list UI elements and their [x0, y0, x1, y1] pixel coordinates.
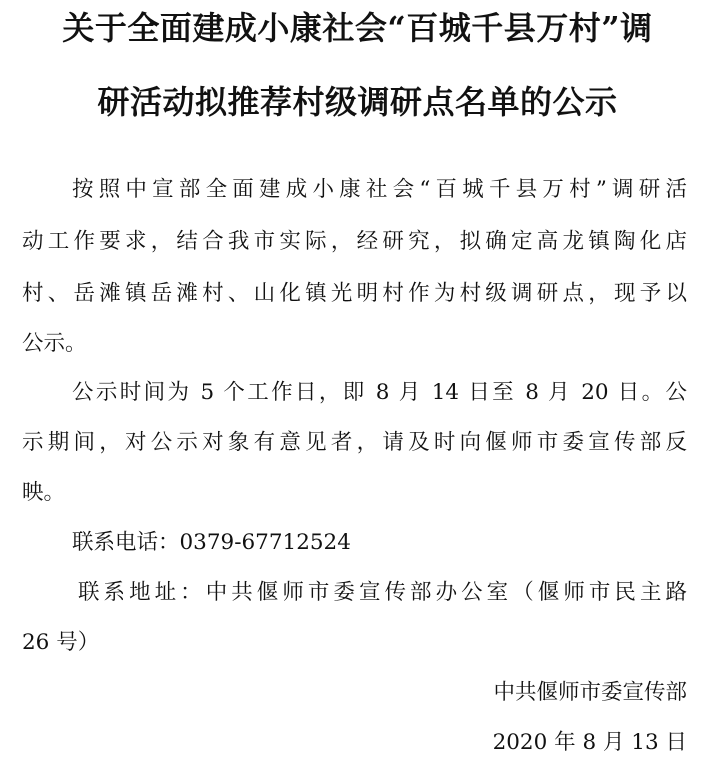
signature-date: 2020 年 8 月 13 日: [492, 730, 687, 755]
paragraph-1-line-4: 公示。: [22, 331, 87, 356]
paragraph-1-line-1: 按照中宣部全面建成小康社会“百城千县万村”调研活: [72, 177, 687, 202]
document-title-line-2: 研活动拟推荐村级调研点名单的公示: [97, 83, 618, 121]
paragraph-2-line-1: 公示时间为 5 个工作日，即 8 月 14 日至 8 月 20 日。公: [72, 380, 687, 405]
signature-organization: 中共偃师市委宣传部: [493, 680, 687, 705]
paragraph-2-line-2: 示期间，对公示对象有意见者，请及时向偃师市委宣传部反: [22, 430, 687, 455]
paragraph-1-line-2: 动工作要求，结合我市实际，经研究，拟确定高龙镇陶化店: [22, 229, 687, 254]
contact-address-line-2: 26 号）: [22, 630, 100, 655]
document-title-line-1: 关于全面建成小康社会“百城千县万村”调: [62, 9, 653, 47]
contact-address-line-1: 联系地址：中共偃师市委宣传部办公室（偃师市民主路: [78, 580, 687, 605]
paragraph-1-line-3: 村、岳滩镇岳滩村、山化镇光明村作为村级调研点，现予以: [22, 281, 687, 306]
paragraph-2-line-3: 映。: [22, 480, 66, 505]
contact-phone: 联系电话：0379-67712524: [72, 530, 351, 555]
